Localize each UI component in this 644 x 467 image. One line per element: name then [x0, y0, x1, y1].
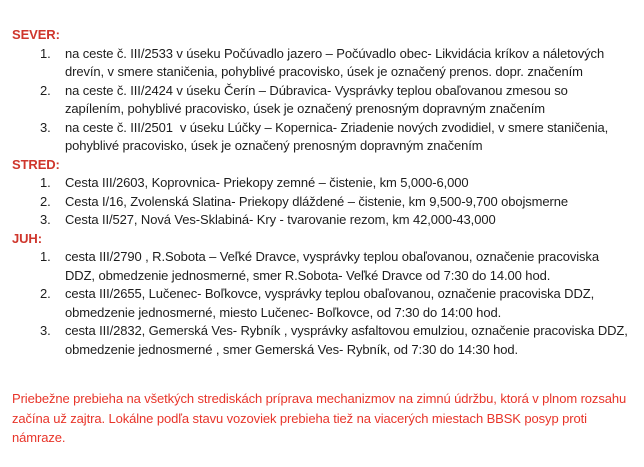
list-item-number: 2.	[40, 193, 51, 209]
section-juh	[12, 230, 630, 360]
list-item-number: 2.	[40, 82, 51, 98]
list-item	[12, 119, 630, 156]
list-item-number: 1.	[40, 175, 51, 190]
list-item-text: Cesta III/2603, Koprovnica- Priekopy zemné – čistenie, km 5,000-6,000	[65, 175, 469, 190]
list-item	[12, 322, 630, 359]
list-item-text: na ceste č. III/2424 v úseku Čerín – Dúbravica- Vysprávky teplou obaľovanou zmesou so zapílením, pohyblivé pracovisko, úsek je označený prenosným dopravným značením	[65, 82, 572, 116]
section-sever	[12, 26, 630, 156]
section-heading-sever: SEVER:	[12, 27, 60, 42]
list-item-text: cesta III/2790 , R.Sobota – Veľké Dravce, vysprávky teplou obaľovanou, označenie pracoviska DDZ, obmedzenie jednosmerné, smer R.Sobota- Veľké Dravce od 7:30 do 14.00 hod.	[65, 249, 603, 283]
list-item-number: 3.	[40, 119, 51, 135]
list-item-number: 2.	[40, 286, 51, 301]
list-item-text: Cesta II/527, Nová Ves-Sklabiná- Kry - tvarovanie rezom, km 42,000-43,000	[65, 212, 496, 227]
winter-maintenance-note: Priebežne prebieha na všetkých strediskách príprava mechanizmov na zimnú údržbu, ktorá v plnom rozsahu začína už zajtra. Lokálne podľa stavu vozoviek prebieha tiež na viacerých miestach BBSK posyp proti námraze.	[12, 391, 630, 445]
section-sever-list	[12, 45, 630, 156]
list-item	[12, 193, 630, 212]
list-item	[12, 211, 630, 230]
list-item	[12, 174, 630, 193]
list-item-number: 1.	[40, 249, 51, 264]
list-item-text: Cesta I/16, Zvolenská Slatina- Priekopy dláždené – čistenie, km 9,500-9,700 obojsmerne	[65, 193, 569, 209]
list-item	[12, 45, 630, 82]
list-item-text: cesta III/2655, Lučenec- Boľkovce, vysprávky teplou obaľovanou, označenie pracoviska DDZ, obmedzenie jednosmerné, miesto Lučenec- Boľkovce, od 7:30 do 14:00 hod.	[65, 286, 598, 320]
list-item	[12, 285, 630, 322]
section-stred-list	[12, 174, 630, 230]
section-heading-juh: JUH:	[12, 230, 42, 246]
list-item-number: 1.	[40, 45, 51, 61]
list-item-text: na ceste č. III/2533 v úseku Počúvadlo jazero – Počúvadlo obec- Likvidácia kríkov a náletových drevín, v smere staničenia, pohyblivé pracovisko, úsek je označený prenos. dopr. značením	[65, 45, 608, 79]
list-item-number: 3.	[40, 212, 51, 227]
list-item	[12, 82, 630, 119]
list-item-text: cesta III/2832, Gemerská Ves- Rybník , vysprávky asfaltovou emulziou, označenie pracoviska DDZ, obmedzenie jednosmerné , smer Gemerská Ves- Rybník, od 7:30 do 14:30 hod.	[65, 323, 632, 357]
section-heading-stred: STRED:	[12, 156, 60, 172]
list-item	[12, 248, 630, 285]
section-stred	[12, 156, 630, 230]
list-item-number: 3.	[40, 323, 51, 338]
section-juh-list	[12, 248, 630, 359]
list-item-text: na ceste č. III/2501 v úseku Lúčky – Kopernica- Zriadenie nových zvodidiel, v smere staničenia, pohyblivé pracovisko, úsek je označený prenosným dopravným značením	[65, 119, 612, 153]
